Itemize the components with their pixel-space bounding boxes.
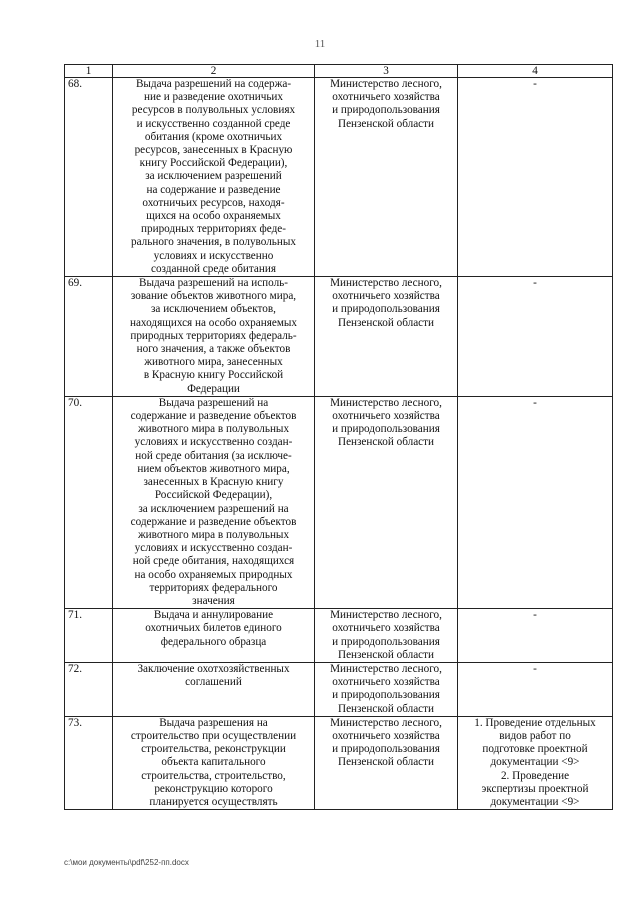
authority-cell (315, 716, 458, 809)
service-name-cell-line: на особо охраняемых природных (134, 568, 293, 581)
authority-cell-line: Министерство лесного, (330, 609, 442, 622)
service-name-cell-line: за исключением разрешений (145, 170, 282, 183)
service-name-cell (113, 277, 315, 397)
authority-cell (315, 78, 458, 277)
service-name-cell-line: строительства, реконструкции (141, 743, 286, 756)
service-name-cell-line: и искусственно созданной среде (136, 117, 291, 130)
service-name-cell-line: нием объектов животного мира, (137, 462, 290, 475)
service-name-cell-line: занесенных в Красную книгу (143, 476, 284, 489)
table-row (65, 716, 613, 809)
service-name-cell (113, 662, 315, 716)
table-body (65, 78, 613, 810)
row-number: 73. (65, 716, 113, 809)
service-name-cell (113, 396, 315, 608)
service-name-cell-line: рального значения, в полувольных (131, 236, 296, 249)
required-services-cell-line: - (533, 78, 537, 90)
table-row (65, 277, 613, 397)
authority-cell-line: Министерство лесного, (330, 662, 442, 675)
service-name-cell-line: зование объектов животного мира, (130, 290, 297, 303)
service-name-cell-line: Выдача разрешения на (159, 716, 268, 729)
service-name-cell-line: щихся на особо охраняемых (146, 210, 281, 223)
authority-cell-line: и природопользования (332, 423, 440, 436)
service-name-cell-line: ной среде обитания (за исключе- (135, 449, 292, 462)
required-services-cell-line: видов работ по (499, 729, 571, 742)
service-name-cell-line: обитания (кроме охотничьих (144, 130, 283, 143)
column-header-4: 4 (458, 65, 613, 78)
required-services-cell-line: документации <9> (490, 795, 580, 808)
required-services-cell-line: 1. Проведение отдельных (474, 716, 596, 729)
authority-cell (315, 609, 458, 663)
service-name-cell-line: охотничьих билетов единого (145, 622, 282, 635)
service-name-cell-line: охотничьих ресурсов, находя- (142, 196, 285, 209)
authority-cell (315, 662, 458, 716)
service-name-cell-line: на содержание и разведение (146, 183, 281, 196)
required-services-cell (458, 609, 613, 663)
service-name-cell (113, 78, 315, 277)
required-services-cell (458, 78, 613, 277)
service-name-cell-line: федерального образца (160, 635, 267, 648)
authority-cell-line: охотничьего хозяйства (332, 91, 440, 104)
required-services-cell (458, 396, 613, 608)
service-name-cell-line: созданной среде обитания (150, 262, 276, 275)
service-name-cell (113, 609, 315, 663)
authority-cell-line: Пензенской области (337, 117, 434, 130)
service-name-cell-line: ного значения, а также объектов (136, 343, 291, 356)
authority-cell-line: охотничьего хозяйства (332, 676, 440, 689)
service-name-cell-line: содержание и разведение объектов (130, 410, 297, 423)
column-header-1: 1 (65, 65, 113, 78)
authority-cell-line: охотничьего хозяйства (332, 729, 440, 742)
service-name-cell-line: реконструкцию которого (154, 782, 273, 795)
service-name-cell-line: условиях и искусственно создан- (134, 542, 293, 555)
authority-cell-line: Министерство лесного, (330, 277, 442, 290)
service-name-cell-line: Выдача разрешений на (158, 396, 269, 409)
service-name-cell-line: территориях федерального (149, 581, 278, 594)
service-name-cell-line: условиях и искусственно создан- (134, 436, 293, 449)
required-services-cell-line: - (533, 609, 537, 622)
table-row (65, 78, 613, 277)
service-name-cell-line: соглашений (185, 676, 242, 689)
required-services-cell (458, 277, 613, 397)
service-name-cell-line: условиях и искусственно (153, 249, 274, 262)
authority-cell-line: и природопользования (332, 635, 440, 648)
service-name-cell-line: строительства, строительство, (141, 769, 286, 782)
service-name-cell-line: строительство при осуществлении (130, 729, 297, 742)
service-name-cell-line: книгу Российской Федерации), (139, 157, 288, 170)
column-header-2: 2 (113, 65, 315, 78)
page-number: 11 (314, 38, 326, 50)
column-header-3: 3 (315, 65, 458, 78)
row-number: 71. (65, 609, 113, 663)
required-services-cell-line: подготовке проектной (482, 743, 588, 756)
authority-cell-line: Пензенской области (337, 436, 434, 449)
file-path-footer: c:\мои документы\pdf\252-пп.docx (64, 858, 189, 867)
required-services-cell-line: экспертизы проектной (481, 782, 589, 795)
service-name-cell-line: ние и разведение охотничьих (143, 91, 284, 104)
service-name-cell-line: Выдача и аннулирование (153, 609, 274, 622)
service-name-cell-line: содержание и разведение объектов (130, 515, 297, 528)
authority-cell (315, 277, 458, 397)
authority-cell-line: Пензенской области (337, 756, 434, 769)
table-row (65, 396, 613, 608)
authority-cell-line: Министерство лесного, (330, 396, 442, 409)
required-services-cell-line: - (533, 277, 537, 290)
table-row (65, 609, 613, 663)
authority-cell-line: Министерство лесного, (330, 716, 442, 729)
service-name-cell-line: животного мира в полувольных (137, 423, 290, 436)
service-name-cell-line: значения (192, 594, 235, 607)
service-name-cell-line: ресурсов в полувольных условиях (131, 104, 296, 117)
row-number: 68. (65, 78, 113, 277)
service-name-cell-line: животного мира, занесенных (144, 356, 283, 369)
service-name-cell-line: в Красную книгу Российской (143, 369, 284, 382)
required-services-cell-line: - (533, 396, 537, 409)
service-name-cell-line: Федерации (187, 382, 240, 395)
services-table (64, 64, 613, 810)
service-name-cell-line: планируется осуществлять (149, 795, 278, 808)
authority-cell-line: и природопользования (332, 303, 440, 316)
row-number: 69. (65, 277, 113, 397)
row-number: 70. (65, 396, 113, 608)
authority-cell-line: Министерство лесного, (330, 78, 442, 90)
service-name-cell-line: Выдача разрешений на содержа- (135, 78, 292, 90)
authority-cell-line: охотничьего хозяйства (332, 410, 440, 423)
service-name-cell-line: находящихся на особо охраняемых (129, 316, 298, 329)
authority-cell-line: Пензенской области (337, 648, 434, 661)
required-services-cell-line: 2. Проведение (500, 769, 570, 782)
required-services-cell-line: документации <9> (490, 756, 580, 769)
service-name-cell-line: за исключением разрешений на (138, 502, 289, 515)
service-name-cell (113, 716, 315, 809)
required-services-cell (458, 662, 613, 716)
authority-cell-line: охотничьего хозяйства (332, 622, 440, 635)
table-header-row (65, 65, 613, 78)
service-name-cell-line: природных территориях федераль- (130, 329, 297, 342)
service-name-cell-line: Российской Федерации), (154, 489, 273, 502)
table-row (65, 662, 613, 716)
service-name-cell-line: ной среде обитания, находящихся (132, 555, 295, 568)
service-name-cell-line: природных территориях феде- (141, 223, 286, 236)
authority-cell-line: и природопользования (332, 743, 440, 756)
service-name-cell-line: ресурсов, занесенных в Красную (134, 144, 293, 157)
service-name-cell-line: животного мира в полувольных (137, 528, 290, 541)
authority-cell (315, 396, 458, 608)
required-services-cell (458, 716, 613, 809)
authority-cell-line: охотничьего хозяйства (332, 290, 440, 303)
service-name-cell-line: объекта капитального (161, 756, 266, 769)
row-number: 72. (65, 662, 113, 716)
service-name-cell-line: Выдача разрешений на исполь- (139, 277, 288, 290)
authority-cell-line: и природопользования (332, 104, 440, 117)
required-services-cell-line: - (533, 662, 537, 675)
authority-cell-line: и природопользования (332, 689, 440, 702)
service-name-cell-line: Заключение охотхозяйственных (137, 662, 290, 675)
authority-cell-line: Пензенской области (337, 702, 434, 715)
service-name-cell-line: за исключением объектов, (151, 303, 276, 316)
authority-cell-line: Пензенской области (337, 316, 434, 329)
